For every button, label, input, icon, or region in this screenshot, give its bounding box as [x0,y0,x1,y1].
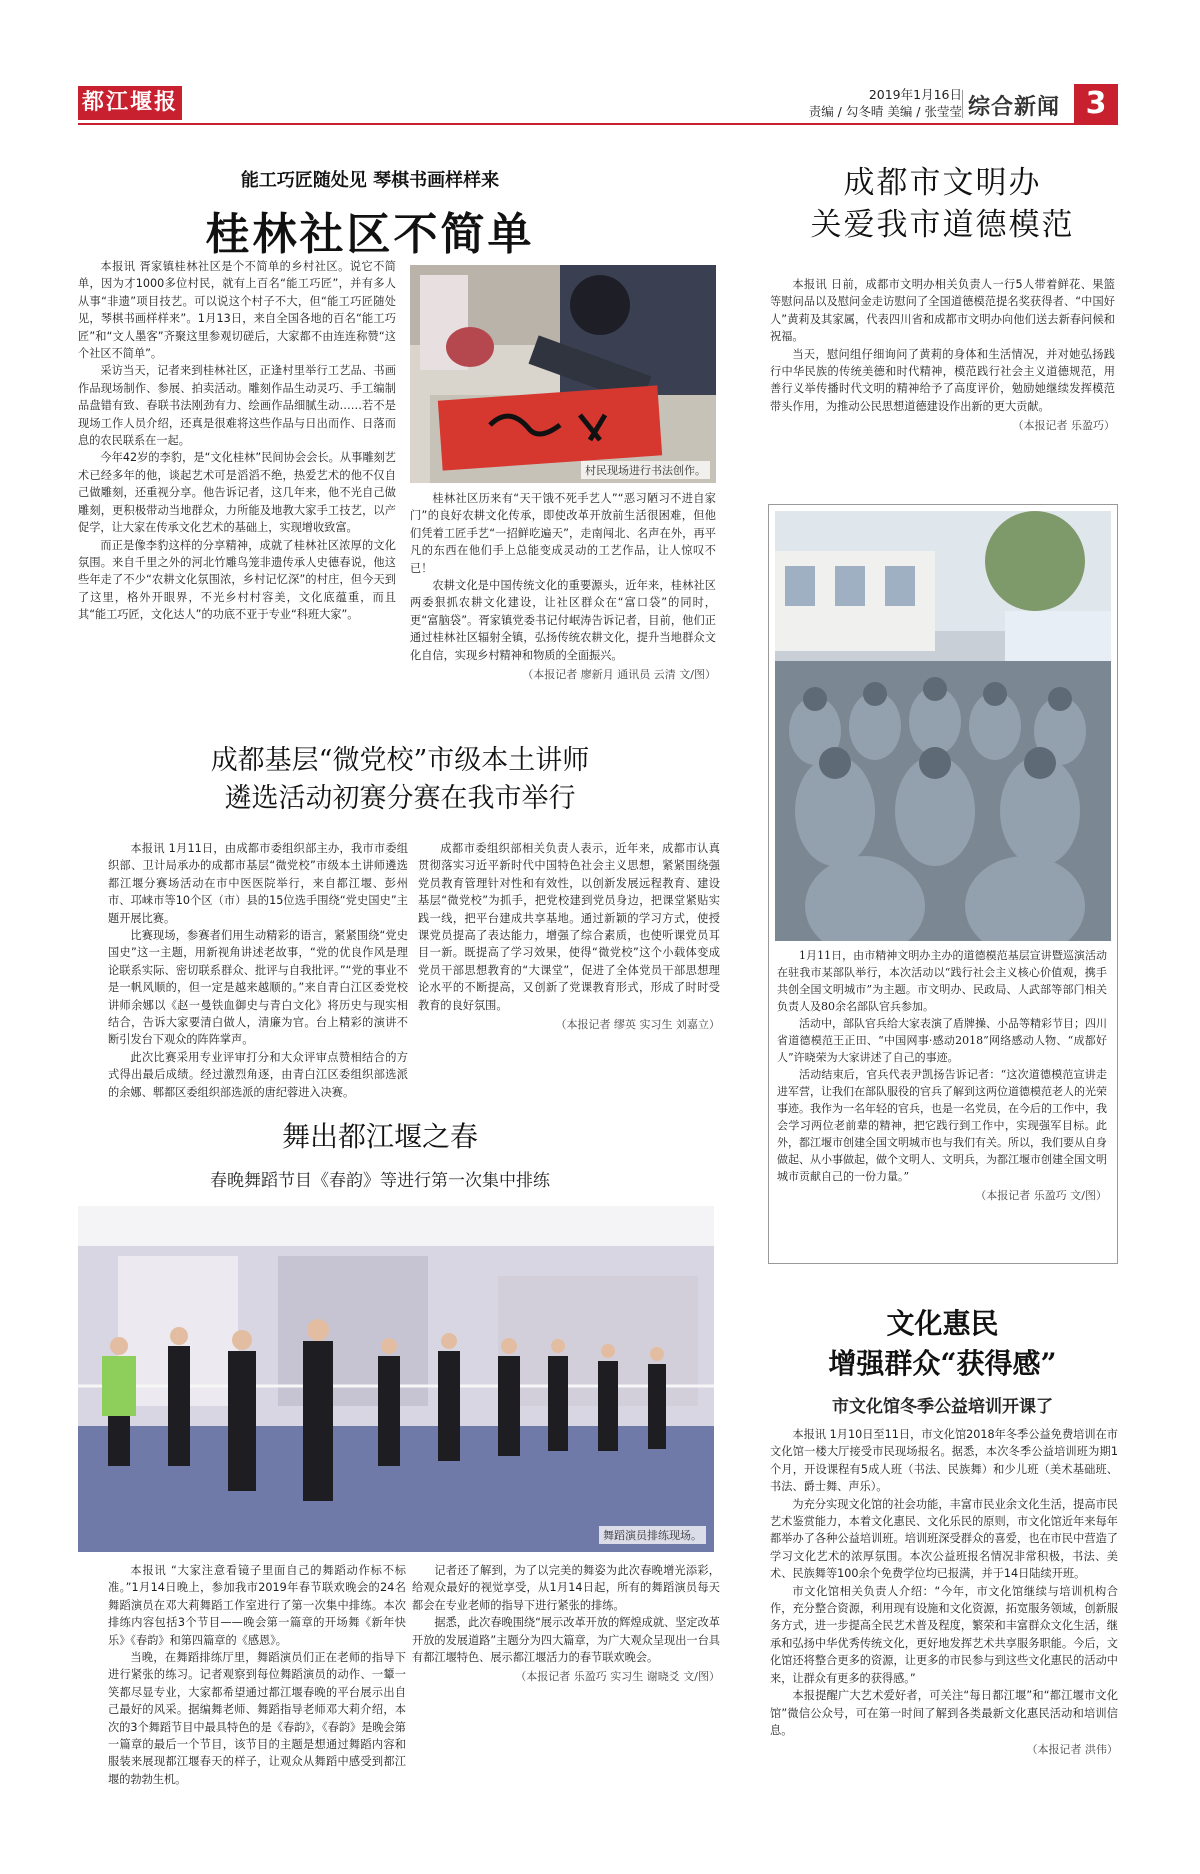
article1-paragraph: 而正是像李豹这样的分享精神，成就了桂林社区浓厚的文化氛围。来自千里之外的河北竹雕鸟笼非遗传承人史德春说，他这些年走了不少“农耕文化氛围浓，乡村记忆深”的村庄，但今天到了这里，格外开眼界，不光乡村村容美，文化底蕴重，而且其“能工巧匠，文化达人”的功底不亚于专业“科班大家”。 [78,538,396,622]
article6-paragraph: 本报讯 1月10日至11日，市文化馆2018年冬季公益免费培训在市文化馆一楼大厅接受市民现场报名。据悉，本次冬季公益培训班为期1个月，开设课程有5成人班（书法、民族舞）和少儿班（美术基础班、书法、爵士舞、声乐）。 [770,1428,1118,1494]
soldiers-photo [775,511,1111,941]
article2-paragraph: 本报讯 日前，成都市文明办相关负责人一行5人带着鲜花、果篮等慰问品以及慰问金走访慰问了全国道德模范提名奖获得者、“中国好人”黄莉及其家属，代表四川省和成都市文明办向他们送去新春问候和祝福。 [770,278,1115,344]
soldiers-photo-image [775,511,1111,941]
header-meta [730,86,962,120]
article6-paragraph: 为充分实现文化馆的社会功能，丰富市民业余文化生活，提高市民艺术鉴赏能力，本着文化惠民、文化乐民的原则，市文化馆近年来每年都举办了各种公益培训班。培训班深受群众的喜爱，也在市民中营造了学习文化艺术的浓厚氛围。本次公益班报名情况非常积极，书法、美术、民族舞等100余个免费学位均已报满，并于14日陆续开班。 [770,1497,1118,1581]
article6-paragraph: 市文化馆相关负责人介绍：“今年，市文化馆继续与培训机构合作，充分整合资源，利用现有设施和文化资源，拓宽服务领域，创新服务方式，进一步提高全民艺术普及程度，繁荣和丰富群众文化生活，继承和弘扬中华优秀传统文化，更好地发挥艺术共享服务职能。今后，文化馆还将整合更多的资源，让更多的市民参与到这些文化惠民的活动中来，让群众有更多的获得感。” [770,1584,1118,1685]
article5-paragraph: 记者还了解到，为了以完美的舞姿为此次春晚增光添彩，给观众最好的视觉享受，从1月14日起，所有的舞蹈演员每天都会在专业老师的指导下进行紧张的排练。 [412,1564,720,1612]
article2-body [770,276,1115,442]
dance-photo-caption: 舞蹈演员排练现场。 [599,1526,706,1544]
article1-kicker: 能工巧匠随处见 琴棋书画样样来 [240,170,500,191]
article4-paragraph: 活动结束后，官兵代表尹凯扬告诉记者：“这次道德模范宣讲走进军营，让我们在部队服役的官兵了解到这两位道德模范老人的光荣事迹。我作为一名年轻的官兵，也是一名党员，在今后的工作中，我会学习两位老前辈的精神，把它践行到工作中，实现强军目标。此外，都江堰市创建全国文明城市也与我们有关。所以，我们要从自身做起、从小事做起，做个文明人、文明兵，为都江堰市创建全国文明城市贡献自己的一份力量。” [777,1068,1107,1183]
article6-paragraph: 本报提醒广大艺术爱好者，可关注“每日都江堰”和“都江堰市文化馆”微信公众号，可在第一时间了解到各类最新文化惠民活动和培训信息。 [770,1689,1118,1737]
article4-caption [777,947,1107,1204]
article1-body-col2 [410,490,716,718]
article3-paragraph: 成都市委组织部相关负责人表示，近年来，成都市认真贯彻落实习近平新时代中国特色社会主义思想，紧紧围绕强党员教育管理针对性和有效性，以创新发展远程教育、建设基层“微党校”为抓手，把党校建到党员身边，把课堂紧贴实践一线，把平台建成共享基地。通过新颖的学习方式，使授课党员提高了表达能力，增强了综合素质，也使听课党员耳目一新。既提高了学习效果，使得“微党校”这个小载体变成党员干部思想教育的“大课堂”，促进了全体党员干部思想理论水平的不断提高，又创新了党课教育形式，形成了时时受教育的良好氛围。 [418,842,720,1012]
article6-subhead: 市文化馆冬季公益培训开课了 [832,1397,1053,1417]
article5-body-col2 [412,1562,720,1828]
article6-body [770,1426,1118,1836]
article6-headline: 文化惠民 增强群众“获得感” [828,1307,1057,1380]
article3-paragraph: 此次比赛采用专业评审打分和大众评审点赞相结合的方式得出最后成绩。经过激烈角逐，由青白江区委组织部选派的余娜、郫都区委组织部选派的唐纪蓉进入决赛。 [108,1050,408,1099]
article5-body-col1 [108,1562,406,1802]
article3-body-col2 [418,840,720,1092]
article5-paragraph: 本报讯 “大家注意看镜子里面自己的舞蹈动作标不标准。”1月14日晚上，参加我市2019年春节联欢晚会的24名舞蹈演员在邓大莉舞蹈工作室进行了第一次集中排练。本次排练内容包括3个节目——晚会第一篇章的开场舞《新年快乐》《春韵》和第四篇章的《感恩》。 [108,1564,406,1647]
calligraphy-photo-caption: 村民现场进行书法创作。 [581,461,710,479]
dance-photo [78,1206,714,1552]
calligraphy-photo [410,265,716,483]
article5-byline: （本报记者 乐盈巧 实习生 谢晓爻 文/图） [515,1670,720,1684]
article2-headline: 成都市文明办 关爱我市道德模范 [810,165,1075,243]
page-editors: 责编 / 勾冬晴 美编 / 张莹莹 [808,104,962,119]
page-number: 3 [1074,84,1118,124]
article1-paragraph: 采访当天，记者来到桂林社区，正逢村里举行工艺品、书画作品现场制作、参展、拍卖活动。雕刻作品生动灵巧、手工编制品盘错有致、春联书法刚劲有力、绘画作品细腻生动……若不是现场工作人员介绍，还真是很难将这些作品与日出而作、日落而息的农民联系在一起。 [78,364,396,448]
calligraphy-photo-image [410,265,716,483]
article5-paragraph: 据悉，此次春晚围绕“展示改革开放的辉煌成就、坚定改革开放的发展道路”主题分为四大篇章，为广大观众呈现出一台具有都江堰特色、展示都江堰活力的春节联欢晚会。 [412,1616,720,1665]
article2-byline: （本报记者 乐盈巧） [1012,419,1115,433]
article3-body-col1 [108,840,408,1106]
article4-byline: （本报记者 乐盈巧 文/图） [975,1189,1107,1202]
soldiers-photo-box [768,504,1118,1264]
article1-paragraph: 本报讯 胥家镇桂林社区是个不简单的乡村社区。说它不简单，因为才1000多位村民，就有上百名“能工巧匠”，并有多人从事“非遗”项目技艺。可以说这个村子不大，但“能工巧匠随处见，琴棋书画样样来”。1月13日，来自全国各地的百名“能工巧匠”和“文人墨客”齐聚这里参观切磋后，大家都不由连连称赞“这个社区不简单”。 [78,260,396,361]
article3-paragraph: 本报讯 1月11日，由成都市委组织部主办，我市市委组织部、卫计局承办的成都市基层“微党校”市级本土讲师遴选都江堰分赛场活动在市中医医院举行，来自都江堰、彭州市、邛崃市等10个区（市）县的15位选手围绕“党史国史”主题开展比赛。 [108,842,408,925]
article4-paragraph: 活动中，部队官兵给大家表演了盾牌操、小品等精彩节目；四川省道德模范王正田、“中国网事·感动2018”网络感动人物、“成都好人”许晓荣为大家讲述了自己的事迹。 [777,1017,1107,1064]
article5-headline: 舞出都江堰之春 [281,1120,478,1153]
issue-date: 2019年1月16日 [868,87,962,102]
article1-headline: 桂林社区不简单 [205,209,535,260]
article1-byline: （本报记者 廖新月 通讯员 云清 文/图） [522,668,716,682]
dance-photo-image [78,1206,714,1552]
masthead-logo: 都江堰报 [78,86,182,120]
article1-paragraph: 今年42岁的李豹，是“文化桂林”民间协会会长。从事雕刻艺术已经多年的他，谈起艺术可是滔滔不绝，热爱艺术的他不仅自己做雕刻，还重视分享。他告诉记者，这几年来，他不光自己做雕刻，更积极带动当地群众，力所能及地教大家手工技艺，以产促学，让大家在传承文化艺术的基础上，实现增收致富。 [78,451,396,535]
article3-byline: （本报记者 缪英 实习生 刘嘉立） [555,1018,720,1032]
article2-paragraph: 当天，慰问组仔细询问了黄莉的身体和生活情况，并对她弘扬践行中华民族的传统美德和时代精神，模范践行社会主义道德规范，用善行义举传播时代文明的精神给予了高度评价，勉励她继续发挥模范带头作用，为推动公民思想道德建设作出新的更大贡献。 [770,347,1115,413]
article5-paragraph: 当晚，在舞蹈排练厅里，舞蹈演员们正在老师的指导下进行紧张的练习。记者观察到每位舞蹈演员的动作、一颦一笑都尽显专业，大家都希望通过都江堰春晚的平台展示出自己最好的风采。据编舞老师、舞蹈指导老师邓大莉介绍，本次的3个舞蹈节目中最具特色的是《春韵》，《春韵》是晚会第一篇章的最后一个节目，该节目的主题是想通过舞蹈内容和服装来展现都江堰春天的样子，让观众从舞蹈中感受到都江堰的勃勃生机。 [108,1651,406,1786]
article5-subhead: 春晚舞蹈节目《春韵》等进行第一次集中排练 [210,1171,550,1191]
header-divider [962,90,963,118]
article1-paragraph: 农耕文化是中国传统文化的重要源头，近年来，桂林社区两委狠抓农耕文化建设，让社区群众在“富口袋”的同时，更“富脑袋”。胥家镇党委书记付岷涛告诉记者，目前，他们正通过桂林社区辐射全镇，弘扬传统农耕文化，提升当地群众文化自信，实现乡村精神和物质的全面振兴。 [410,579,716,662]
header-rule [78,123,1118,125]
article3-paragraph: 比赛现场，参赛者们用生动精彩的语言，紧紧围绕“党史国史”这一主题，用新视角讲述老故事，“党的优良作风是理论联系实际、密切联系群众、批评与自我批评。”“党的事业不是一帆风顺的，但一定是越来越顺的。”来自青白江区委党校讲师余娜以《赵一曼铁血御史与青白文化》将历史与现实相结合，告诉大家要清白做人，清廉为官。台上精彩的演讲不断引发台下观众的阵阵掌声。 [108,929,408,1047]
article1-paragraph: 桂林社区历来有“天干饿不死手艺人”“恶习陋习不进自家门”的良好农耕文化传承，即使改革开放前生活很困难，但他们凭着工匠手艺“一招鲜吃遍天”，走南闯北、名声在外，再平凡的东西在他们手上总能变成灵动的工艺作品，让人惊叹不已！ [410,492,716,575]
article3-headline: 成都基层“微党校”市级本土讲师 遴选活动初赛分赛在我市举行 [210,745,590,814]
article1-body-col1 [78,258,396,706]
section-name: 综合新闻 [968,95,1061,120]
article6-byline: （本报记者 洪伟） [1026,1743,1118,1757]
article4-paragraph: 1月11日，由市精神文明办主办的道德模范基层宣讲暨巡演活动在驻我市某部队举行，本次活动以“践行社会主义核心价值观，携手共创全国文明城市”为主题。市文明办、民政局、人武部等部门相关负责人及80余名部队官兵参加。 [777,949,1107,1013]
